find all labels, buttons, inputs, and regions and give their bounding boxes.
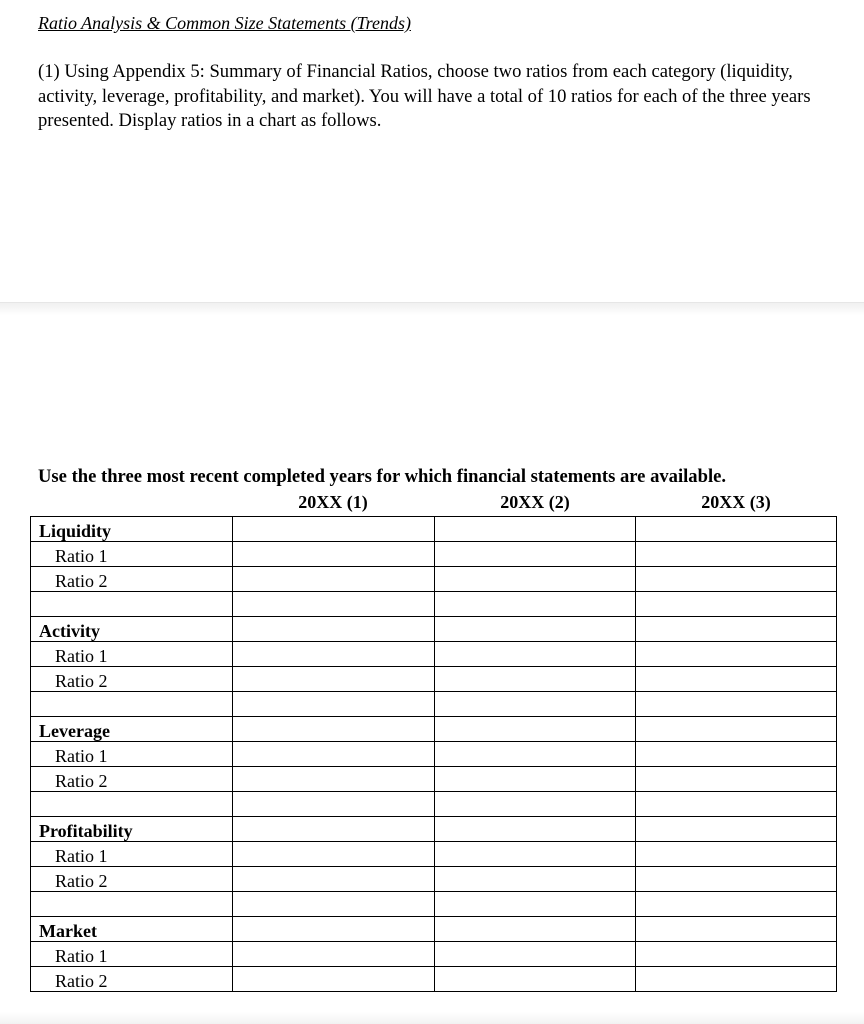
table-cell[interactable]	[435, 867, 636, 892]
category-label: Market	[31, 917, 233, 942]
table-cell[interactable]	[233, 742, 435, 767]
page-one	[0, 0, 864, 302]
table-cell[interactable]	[233, 917, 435, 942]
table-cell[interactable]	[435, 567, 636, 592]
category-label: Liquidity	[31, 517, 233, 542]
table-cell[interactable]	[233, 817, 435, 842]
ratio-label: Ratio 2	[31, 767, 233, 792]
table-cell[interactable]	[435, 842, 636, 867]
spacer-row	[31, 792, 837, 817]
spacer-row	[31, 692, 837, 717]
ratio-label: Ratio 1	[31, 542, 233, 567]
spacer-row	[31, 592, 837, 617]
table-cell[interactable]	[636, 942, 837, 967]
table-cell[interactable]	[233, 842, 435, 867]
table-cell[interactable]	[435, 767, 636, 792]
ratio-label: Ratio 1	[31, 742, 233, 767]
category-label: Activity	[31, 617, 233, 642]
table-cell[interactable]	[435, 592, 636, 617]
table-cell[interactable]	[233, 542, 435, 567]
table-cell[interactable]	[233, 867, 435, 892]
table-cell[interactable]	[636, 792, 837, 817]
table-cell[interactable]	[233, 967, 435, 992]
table-cell[interactable]	[636, 917, 837, 942]
table-cell[interactable]	[435, 692, 636, 717]
page-break	[0, 302, 864, 315]
ratios-table	[30, 516, 837, 992]
spacer-row	[31, 892, 837, 917]
table-row	[31, 967, 837, 992]
table-cell[interactable]	[636, 892, 837, 917]
category-row-market	[31, 917, 837, 942]
table-cell[interactable]	[435, 542, 636, 567]
document-title: Ratio Analysis & Common Size Statements (Trends)	[38, 13, 411, 33]
table-cell[interactable]	[435, 967, 636, 992]
ratio-label: Ratio 1	[31, 842, 233, 867]
ratio-label: Ratio 1	[31, 942, 233, 967]
table-cell[interactable]	[435, 642, 636, 667]
table-cell[interactable]	[233, 567, 435, 592]
table-row	[31, 542, 837, 567]
category-row-liquidity	[31, 517, 837, 542]
table-cell[interactable]	[636, 767, 837, 792]
table-cell[interactable]	[435, 792, 636, 817]
category-row-profitability	[31, 817, 837, 842]
table-cell[interactable]	[636, 592, 837, 617]
table-intro: Use the three most recent completed years for which financial statements are available.	[38, 466, 727, 487]
table-cell[interactable]	[636, 617, 837, 642]
table-cell[interactable]	[435, 617, 636, 642]
table-cell[interactable]	[233, 617, 435, 642]
page-bottom-edge	[0, 1012, 864, 1024]
table-cell[interactable]	[233, 692, 435, 717]
table-row	[31, 867, 837, 892]
ratio-label: Ratio 2	[31, 867, 233, 892]
table-cell[interactable]	[233, 717, 435, 742]
table-cell[interactable]	[435, 742, 636, 767]
ratio-label: Ratio 2	[31, 667, 233, 692]
table-cell[interactable]	[435, 667, 636, 692]
table-cell[interactable]	[636, 967, 837, 992]
category-label: Leverage	[31, 717, 233, 742]
table-cell[interactable]	[636, 817, 837, 842]
table-cell[interactable]	[636, 642, 837, 667]
table-row	[31, 942, 837, 967]
table-cell[interactable]	[435, 892, 636, 917]
ratio-label: Ratio 1	[31, 642, 233, 667]
table-row	[31, 642, 837, 667]
table-cell[interactable]	[233, 592, 435, 617]
table-cell[interactable]	[636, 717, 837, 742]
table-cell[interactable]	[435, 717, 636, 742]
table-row	[31, 767, 837, 792]
table-cell[interactable]	[636, 517, 837, 542]
ratio-label: Ratio 2	[31, 567, 233, 592]
table-cell	[31, 792, 233, 817]
table-cell[interactable]	[233, 642, 435, 667]
category-row-activity	[31, 617, 837, 642]
table-cell[interactable]	[233, 792, 435, 817]
table-row	[31, 842, 837, 867]
table-cell[interactable]	[233, 667, 435, 692]
ratio-label: Ratio 2	[31, 967, 233, 992]
table-cell[interactable]	[636, 542, 837, 567]
table-cell[interactable]	[233, 767, 435, 792]
table-cell	[31, 692, 233, 717]
category-row-leverage	[31, 717, 837, 742]
table-cell[interactable]	[435, 917, 636, 942]
table-row	[31, 567, 837, 592]
table-cell[interactable]	[435, 517, 636, 542]
table-cell	[31, 592, 233, 617]
category-label: Profitability	[31, 817, 233, 842]
table-cell[interactable]	[233, 517, 435, 542]
instructions-paragraph: (1) Using Appendix 5: Summary of Financial Ratios, choose two ratios from each category (liquidity, activity, leverage, profitability, and market). You will have a total of 10 ratios for each of the three years presented. Display ratios in a chart as follows.	[38, 61, 811, 131]
table-cell[interactable]	[233, 892, 435, 917]
table-row	[31, 667, 837, 692]
table-cell[interactable]	[233, 942, 435, 967]
table-cell[interactable]	[636, 692, 837, 717]
table-cell[interactable]	[636, 842, 837, 867]
year-header-3: 20XX (3)	[701, 492, 771, 512]
table-cell[interactable]	[636, 567, 837, 592]
table-cell[interactable]	[636, 742, 837, 767]
table-row	[31, 742, 837, 767]
table-cell[interactable]	[435, 942, 636, 967]
year-header-1: 20XX (1)	[298, 492, 368, 512]
table-cell[interactable]	[636, 867, 837, 892]
table-cell[interactable]	[636, 667, 837, 692]
table-cell	[31, 892, 233, 917]
table-cell[interactable]	[435, 817, 636, 842]
year-header-2: 20XX (2)	[500, 492, 570, 512]
